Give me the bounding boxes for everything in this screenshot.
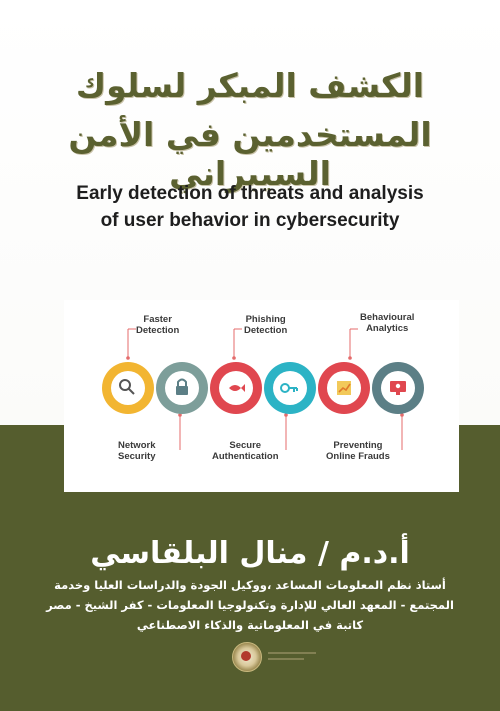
label-line: Analytics: [366, 323, 409, 334]
arabic-title-line-1: الكشف المبكر لسلوك: [75, 66, 425, 105]
author-bio-line-2: المجتمع - المعهد العالي للإدارة وتكنولوجيا المعلومات - كفر الشيخ - مصر: [46, 598, 454, 612]
label-line: Online Frauds: [326, 451, 390, 462]
cybersecurity-infographic: [64, 300, 459, 492]
publisher-text-mark: [268, 652, 316, 654]
author-name: أ.د.م / منال البلقاسي: [90, 536, 410, 571]
circle-5-analytics: [318, 362, 370, 414]
label-line: Detection: [136, 325, 180, 336]
label-line: Behavioural: [360, 312, 415, 323]
label-line: Phishing: [245, 314, 286, 325]
publisher-seal-logo: [232, 642, 262, 672]
label-line: Faster: [143, 314, 172, 325]
publisher-text-mark: [268, 658, 304, 660]
circle-2-padlock: [156, 362, 208, 414]
label-line: Security: [118, 451, 156, 462]
label-faster-detection: [136, 314, 179, 336]
label-line: Detection: [244, 325, 288, 336]
circle-4-key: [264, 362, 316, 414]
circle-1-magnifier: [102, 362, 154, 414]
label-phishing-detection: [244, 314, 287, 336]
label-line: Authentication: [212, 451, 279, 462]
label-behavioural-analytics: [360, 312, 414, 334]
label-secure-authentication: [212, 440, 279, 462]
label-network-security: [118, 440, 156, 462]
label-line: Preventing: [333, 440, 383, 451]
label-line: Secure: [229, 440, 262, 451]
english-title-line-1: Early detection of threats and analysis: [76, 183, 424, 204]
arabic-title-line-2: المستخدمين في الأمن السيبراني: [68, 115, 432, 193]
author-bio-line-1: أستاذ نظم المعلومات المساعد ،ووكيل الجودة والدراسات العليا وخدمة: [54, 578, 446, 592]
chart-icon: [337, 381, 351, 395]
author-bio-line-3: كاتبة في المعلوماتية والذكاء الاصطناعي: [136, 618, 364, 632]
circle-6-fraud: [372, 362, 424, 414]
circle-3-phishing: [210, 362, 262, 414]
english-title-line-2: of user behavior in cybersecurity: [100, 210, 400, 231]
label-preventing-online-frauds: [326, 440, 390, 462]
label-line: Network: [118, 440, 156, 451]
